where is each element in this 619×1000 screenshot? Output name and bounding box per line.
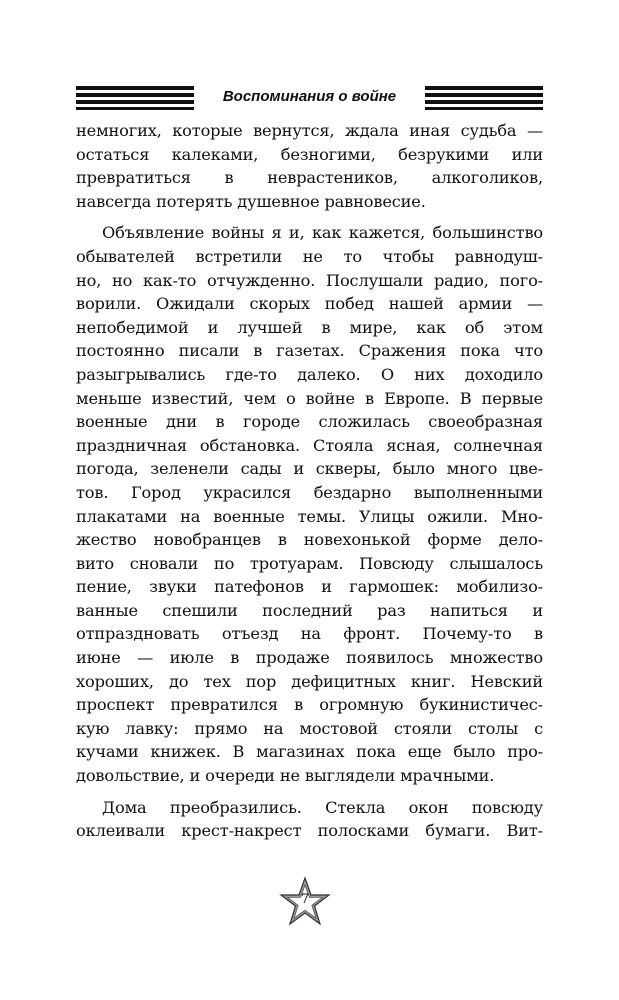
header-stripes-right bbox=[425, 86, 543, 110]
text-line: превратиться в неврастеников, алкоголиков, bbox=[76, 168, 543, 188]
text-line: жество новобранцев в новехонькой форме дело- bbox=[76, 530, 543, 550]
text-line: плакатами на военные темы. Улицы ожили. Мно- bbox=[76, 506, 543, 526]
text-line: проспект превратился в огромную букинистичес- bbox=[76, 695, 543, 715]
page-number-ornament bbox=[279, 876, 331, 928]
running-header-title: Воспоминания о войне bbox=[222, 88, 397, 105]
text-line: меньше известий, чем о войне в Европе. В первые bbox=[76, 388, 543, 408]
body-text bbox=[76, 119, 543, 851]
text-line: Объявление войны я и, как кажется, большинство bbox=[102, 223, 543, 243]
text-line: довольствие, и очереди не выглядели мрачными. bbox=[76, 766, 495, 786]
text-line: обывателей встретили не то чтобы равнодуш- bbox=[76, 246, 543, 266]
header-stripes-left bbox=[76, 86, 194, 110]
text-line: остаться калеками, безногими, безрукими или bbox=[76, 144, 543, 164]
text-line: отпраздновать отъезд на фронт. Почему-то в bbox=[76, 624, 543, 644]
text-line: тов. Город украсился бездарно выполненными bbox=[76, 482, 543, 502]
text-line: постоянно писали в газетах. Сражения пока что bbox=[76, 341, 543, 361]
text-line: немногих, которые вернутся, ждала иная судьба — bbox=[76, 121, 543, 140]
text-line: ворили. Ожидали скорых побед нашей армии — bbox=[76, 294, 543, 314]
page-number: 7 bbox=[300, 892, 310, 907]
text-line: ванные спешили последний раз напиться и bbox=[76, 600, 543, 620]
text-line: кучами книжек. В магазинах пока еще было про- bbox=[76, 742, 543, 762]
text-line: непобедимой и лучшей в мире, как об этом bbox=[76, 317, 543, 337]
paragraph bbox=[76, 119, 543, 213]
text-line: хороших, до тех пор дефицитных книг. Невский bbox=[76, 671, 543, 691]
text-line: июне — июле в продаже появилось множество bbox=[76, 648, 543, 668]
text-line: военные дни в городе сложилась своеобразная bbox=[76, 412, 543, 432]
paragraph bbox=[76, 796, 543, 843]
text-line: погода, зеленели сады и скверы, было много цве- bbox=[76, 459, 543, 479]
text-line: но, но как-то отчужденно. Послушали радио, пого- bbox=[76, 270, 543, 290]
text-line: Дома преобразились. Стекла окон повсюду bbox=[102, 797, 543, 817]
text-line: разыгрывались где-то далеко. О них доходило bbox=[76, 364, 543, 384]
text-line: оклеивали крест-накрест полосками бумаги. Вит- bbox=[76, 821, 543, 841]
paragraph bbox=[76, 221, 543, 787]
text-line: праздничная обстановка. Стояла ясная, солнечная bbox=[76, 435, 543, 455]
running-header bbox=[76, 84, 543, 112]
text-line: вито сновали по тротуарам. Повсюду слышалось bbox=[76, 553, 543, 573]
text-line: кую лавку: прямо на мостовой стояли столы с bbox=[76, 718, 543, 738]
text-line: пение, звуки патефонов и гармошек: мобилизо- bbox=[76, 577, 543, 597]
text-line: навсегда потерять душевное равновесие. bbox=[76, 191, 426, 211]
